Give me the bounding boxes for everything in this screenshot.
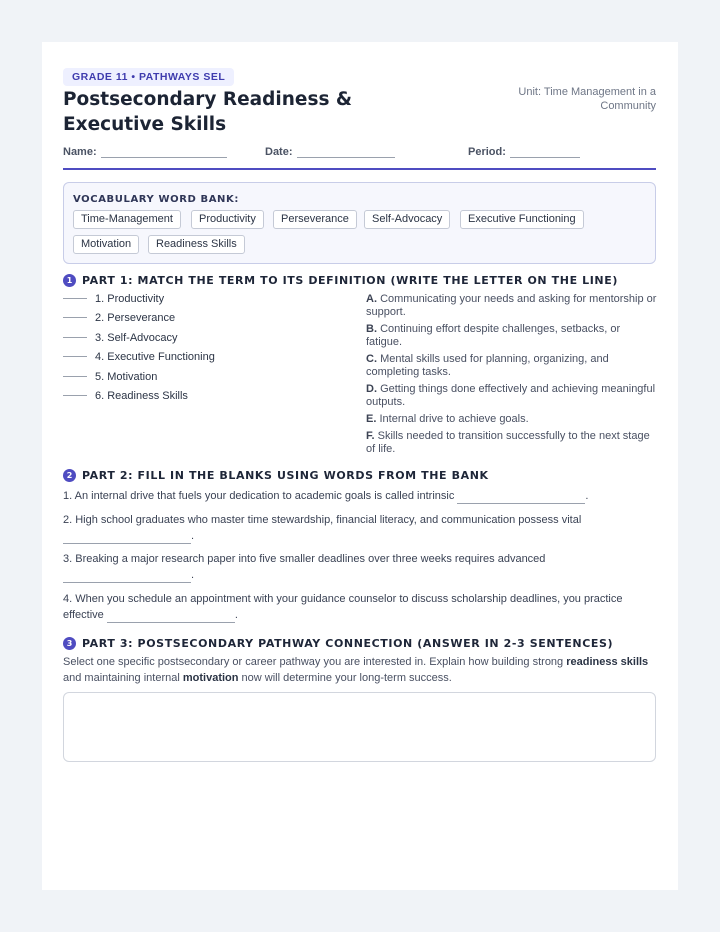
word-chip: Readiness Skills <box>148 235 245 254</box>
student-info-row <box>63 146 656 170</box>
period-line[interactable] <box>510 148 580 158</box>
definition-c: C. Mental skills used for planning, organizing, and completing tasks. <box>366 353 609 378</box>
worksheet-page <box>42 42 678 890</box>
fill-blank-1[interactable] <box>457 492 585 504</box>
match-term: 2. Perseverance <box>63 312 175 324</box>
fill-question-1: 1. An internal drive that fuels your dedication to academic goals is called intrinsic . <box>63 490 589 502</box>
answer-line[interactable] <box>63 337 87 338</box>
definition-a: A. Communicating your needs and asking for mentorship or support. <box>366 293 657 318</box>
word-chip: Motivation <box>73 235 139 254</box>
period-label: Period: <box>468 146 506 158</box>
unit-label: Unit: Time Management in a Community <box>518 86 656 112</box>
fill-question-4: 4. When you schedule an appointment with your guidance counselor to discuss scholarship deadlines, you practice effective . <box>63 593 623 621</box>
part3-heading: 3 PART 3: POSTSECONDARY PATHWAY CONNECTION (ANSWER IN 2-3 SENTENCES) <box>63 637 613 650</box>
fill-blank-2[interactable] <box>63 532 191 544</box>
answer-line[interactable] <box>63 376 87 377</box>
word-chip: Self-Advocacy <box>364 210 450 229</box>
part1-heading: 1 PART 1: MATCH THE TERM TO ITS DEFINITION (WRITE THE LETTER ON THE LINE) <box>63 274 618 287</box>
worksheet-title: Postsecondary Readiness & Executive Skills <box>63 89 353 135</box>
word-bank-heading: VOCABULARY WORD BANK: <box>73 194 239 205</box>
word-chip: Executive Functioning <box>460 210 584 229</box>
fill-blank-4[interactable] <box>107 611 235 623</box>
part3-number-icon: 3 <box>63 637 76 650</box>
match-term: 5. Motivation <box>63 371 157 383</box>
name-field[interactable] <box>63 146 227 158</box>
grade-badge: GRADE 11 • PATHWAYS SEL <box>63 68 234 86</box>
answer-line[interactable] <box>63 395 87 396</box>
date-line[interactable] <box>297 148 395 158</box>
word-chip: Time-Management <box>73 210 181 229</box>
word-chip: Perseverance <box>273 210 357 229</box>
name-line[interactable] <box>101 148 227 158</box>
definition-f: F. Skills needed to transition successfully to the next stage of life. <box>366 430 650 455</box>
match-term: 1. Productivity <box>63 293 164 305</box>
vocabulary-word-bank <box>63 182 656 264</box>
fill-question-2: 2. High school graduates who master time stewardship, financial literacy, and communication possess vital . <box>63 514 582 542</box>
part2-number-icon: 2 <box>63 469 76 482</box>
answer-line[interactable] <box>63 356 87 357</box>
part1-number-icon: 1 <box>63 274 76 287</box>
definition-d: D. Getting things done effectively and achieving meaningful outputs. <box>366 383 656 408</box>
worksheet-content <box>63 67 657 684</box>
date-field[interactable] <box>265 146 395 158</box>
word-chip: Productivity <box>191 210 264 229</box>
date-label: Date: <box>265 146 293 158</box>
part2-heading: 2 PART 2: FILL IN THE BLANKS USING WORDS FROM THE BANK <box>63 469 489 482</box>
fill-question-3: 3. Breaking a major research paper into five smaller deadlines over three weeks requires advanced . <box>63 553 546 581</box>
answer-line[interactable] <box>63 317 87 318</box>
match-term: 6. Readiness Skills <box>63 390 188 402</box>
name-label: Name: <box>63 146 97 158</box>
match-term: 4. Executive Functioning <box>63 351 215 363</box>
fill-blank-3[interactable] <box>63 571 191 583</box>
part3-answer-box[interactable] <box>63 692 656 762</box>
period-field[interactable] <box>468 146 580 158</box>
answer-line[interactable] <box>63 298 87 299</box>
definition-e: E. Internal drive to achieve goals. <box>366 413 529 425</box>
part3-prompt: Select one specific postsecondary or career pathway you are interested in. Explain how building strong readiness skills and maintaining internal motivation now will determine your long-term success. <box>63 656 649 684</box>
definition-b: B. Continuing effort despite challenges, setbacks, or fatigue. <box>366 323 621 348</box>
match-term: 3. Self-Advocacy <box>63 332 178 344</box>
